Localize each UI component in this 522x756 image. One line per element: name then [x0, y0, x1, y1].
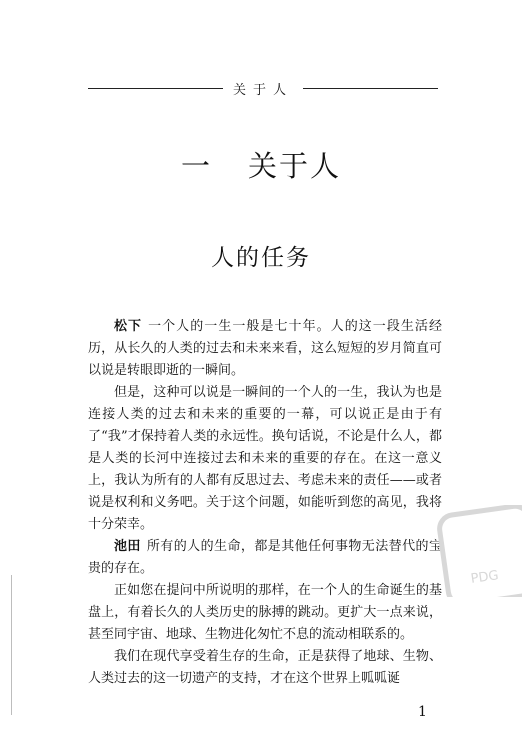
header-rule-left	[88, 88, 223, 89]
svg-text:PDG: PDG	[469, 568, 500, 587]
running-header	[88, 78, 438, 98]
chapter-title	[0, 144, 522, 185]
paragraph-text: 一个人的一生一般是七十年。人的这一段生活经历，从长久的人类的过去和未来来看，这么短短的岁月简直可以说是转眼即逝的一瞬间。	[88, 319, 442, 378]
paragraph	[88, 316, 442, 382]
paragraph-text: 我们在现代享受着生存的生命，正是获得了地球、生物、人类过去的这一切遗产的支持，才在这个世界上呱呱诞	[88, 649, 442, 686]
chapter-title-text: 关于人	[248, 149, 342, 183]
paragraph	[88, 646, 442, 690]
binding-margin-line	[11, 575, 12, 715]
speaker-name: 池田	[114, 539, 141, 554]
watermark-stamp-icon	[437, 505, 522, 597]
page-number: 1	[418, 704, 427, 720]
paragraph-text: 但是，这种可以说是一瞬间的一个人的一生，我认为也是连接人类的过去和未来的重要的一幕，可以说正是由于有了“我”才保持着人类的永远性。换句话说，不论是什么人，都是人类的长河中连接过去和未来的重要的存在。在这一意义上，我认为所有的人都有反思过去、考虑未来的责任——或者说是权利和义务吧。关于这个问题，如能听到您的高见，我将十分荣幸。	[88, 385, 442, 532]
running-header-text: 关于人	[233, 82, 294, 98]
header-rule-right	[303, 88, 438, 89]
speaker-name: 松下	[114, 319, 143, 334]
paragraph	[88, 382, 442, 536]
body-text	[88, 316, 442, 690]
chapter-number: 一	[180, 149, 212, 183]
paragraph	[88, 536, 442, 580]
paragraph-text: 所有的人的生命，都是其他任何事物无法替代的宝贵的存在。	[88, 539, 442, 576]
paragraph	[88, 580, 442, 646]
section-title: 人的任务	[211, 245, 311, 271]
paragraph-text: 正如您在提问中所说明的那样，在一个人的生命诞生的基盘上，有着长久的人类历史的脉搏的跳动。更扩大一点来说，甚至同宇宙、地球、生物进化匆忙不息的流动相联系的。	[88, 583, 442, 642]
